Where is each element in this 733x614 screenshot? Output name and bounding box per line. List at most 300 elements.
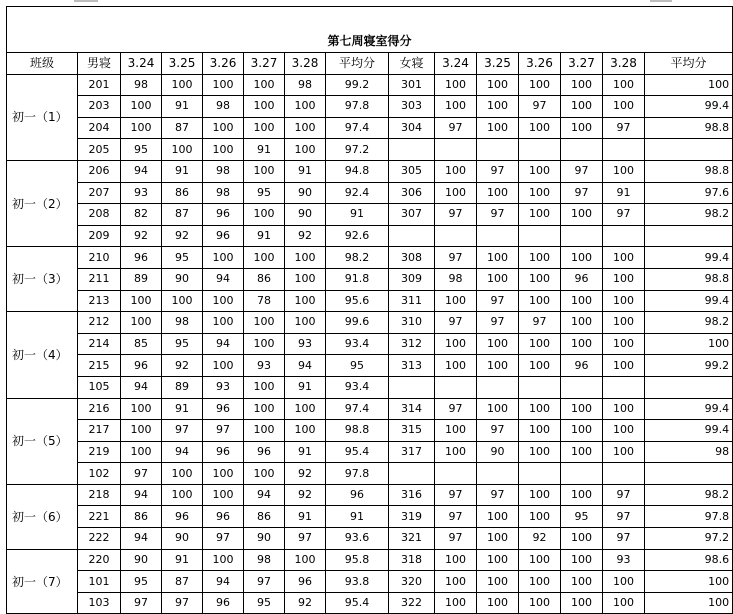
female-daily-score: [519, 225, 561, 247]
female-daily-score: 90: [477, 441, 519, 463]
female-daily-score: 100: [519, 160, 561, 182]
male-daily-score: 85: [121, 333, 162, 355]
female-dorm-number: [389, 225, 435, 247]
class-name-cell: 初一（7）: [7, 549, 78, 614]
female-daily-score: 100: [561, 74, 603, 96]
female-daily-score: [603, 139, 645, 161]
female-daily-score: 97: [519, 96, 561, 118]
male-dorm-number: 221: [78, 506, 121, 528]
female-daily-score: 100: [477, 74, 519, 96]
male-daily-score: 94: [244, 484, 285, 506]
female-daily-score: 100: [435, 571, 477, 593]
male-daily-score: 98: [285, 74, 326, 96]
male-daily-score: 94: [162, 441, 203, 463]
male-daily-score: 96: [203, 592, 244, 614]
female-average-score: 97.2: [645, 528, 733, 550]
female-daily-score: 100: [603, 268, 645, 290]
male-daily-score: 94: [121, 376, 162, 398]
male-daily-score: 95: [162, 333, 203, 355]
female-average-score: 97.8: [645, 506, 733, 528]
female-daily-score: 100: [519, 398, 561, 420]
male-daily-score: 96: [244, 441, 285, 463]
female-average-score: 99.4: [645, 290, 733, 312]
male-dorm-number: 208: [78, 204, 121, 226]
male-date-header: 3.25: [162, 53, 203, 75]
female-daily-score: [435, 376, 477, 398]
male-daily-score: 100: [121, 96, 162, 118]
female-daily-score: [435, 463, 477, 485]
female-dorm-number: 318: [389, 549, 435, 571]
female-daily-score: 100: [435, 420, 477, 442]
male-daily-score: 100: [203, 117, 244, 139]
male-daily-score: 92: [162, 355, 203, 377]
female-average-score: 98.2: [645, 312, 733, 334]
male-daily-score: 100: [203, 74, 244, 96]
male-daily-score: 100: [203, 549, 244, 571]
male-dorm-number: 203: [78, 96, 121, 118]
male-daily-score: 91: [162, 549, 203, 571]
table-row: [7, 96, 733, 118]
male-dorm-number: 213: [78, 290, 121, 312]
table-row: [7, 268, 733, 290]
male-daily-score: 97: [162, 420, 203, 442]
female-daily-score: [477, 376, 519, 398]
female-average-score: [645, 376, 733, 398]
male-daily-score: 92: [285, 463, 326, 485]
male-daily-score: 90: [285, 182, 326, 204]
class-header: 班级: [7, 53, 78, 75]
male-daily-score: 86: [244, 506, 285, 528]
male-daily-score: 96: [203, 398, 244, 420]
male-daily-score: 98: [203, 182, 244, 204]
female-daily-score: 100: [603, 441, 645, 463]
male-daily-score: 95: [121, 139, 162, 161]
female-dorm-header: 女寝: [389, 53, 435, 75]
female-daily-score: 100: [477, 96, 519, 118]
female-daily-score: 100: [435, 74, 477, 96]
male-daily-score: 100: [285, 398, 326, 420]
male-daily-score: 100: [203, 312, 244, 334]
male-daily-score: 95: [121, 571, 162, 593]
male-daily-score: 100: [285, 139, 326, 161]
male-dorm-number: 216: [78, 398, 121, 420]
female-daily-score: 100: [603, 420, 645, 442]
male-daily-score: 97: [121, 592, 162, 614]
female-daily-score: 97: [435, 506, 477, 528]
female-daily-score: 100: [519, 333, 561, 355]
table-row: [7, 592, 733, 614]
male-dorm-header: 男寝: [78, 53, 121, 75]
male-daily-score: 93: [121, 182, 162, 204]
male-average-score: 95: [326, 355, 389, 377]
male-daily-score: 94: [121, 160, 162, 182]
female-daily-score: 91: [603, 182, 645, 204]
table-row: [7, 420, 733, 442]
male-daily-score: 94: [203, 571, 244, 593]
male-daily-score: 95: [162, 247, 203, 269]
female-average-header: 平均分: [645, 53, 733, 75]
male-daily-score: 89: [121, 268, 162, 290]
table-body: [7, 74, 733, 614]
female-average-score: 98.8: [645, 117, 733, 139]
male-dorm-number: 105: [78, 376, 121, 398]
table-row: [7, 506, 733, 528]
female-daily-score: 100: [519, 549, 561, 571]
male-daily-score: 100: [121, 312, 162, 334]
female-average-score: 98.6: [645, 549, 733, 571]
female-daily-score: 100: [477, 549, 519, 571]
female-dorm-number: 301: [389, 74, 435, 96]
class-name-cell: 初一（4）: [7, 312, 78, 398]
male-daily-score: 100: [203, 139, 244, 161]
female-average-score: 98.8: [645, 268, 733, 290]
male-dorm-number: 212: [78, 312, 121, 334]
female-daily-score: 100: [561, 204, 603, 226]
male-daily-score: 100: [121, 117, 162, 139]
table-row: [7, 204, 733, 226]
male-daily-score: 86: [162, 182, 203, 204]
female-daily-score: 100: [561, 247, 603, 269]
male-daily-score: 100: [244, 420, 285, 442]
female-daily-score: 100: [435, 355, 477, 377]
table-row: [7, 528, 733, 550]
male-daily-score: 90: [285, 204, 326, 226]
male-dorm-number: 201: [78, 74, 121, 96]
female-average-score: 99.2: [645, 355, 733, 377]
male-average-score: 98.2: [326, 247, 389, 269]
male-daily-score: 100: [203, 247, 244, 269]
male-daily-score: 100: [244, 204, 285, 226]
female-daily-score: [435, 139, 477, 161]
female-date-header: 3.25: [477, 53, 519, 75]
male-average-score: 97.4: [326, 117, 389, 139]
female-daily-score: 100: [519, 268, 561, 290]
male-average-score: 97.8: [326, 463, 389, 485]
male-daily-score: 100: [285, 549, 326, 571]
male-daily-score: 86: [244, 268, 285, 290]
female-daily-score: 100: [519, 204, 561, 226]
female-daily-score: 100: [603, 96, 645, 118]
female-daily-score: 100: [561, 549, 603, 571]
female-daily-score: 97: [603, 506, 645, 528]
female-daily-score: 100: [561, 441, 603, 463]
male-average-score: 95.6: [326, 290, 389, 312]
male-dorm-number: 209: [78, 225, 121, 247]
female-daily-score: 97: [561, 182, 603, 204]
male-daily-score: 94: [203, 333, 244, 355]
male-daily-score: 100: [244, 74, 285, 96]
female-dorm-number: 304: [389, 117, 435, 139]
female-dorm-number: 315: [389, 420, 435, 442]
female-daily-score: 100: [519, 506, 561, 528]
female-daily-score: 100: [519, 441, 561, 463]
male-daily-score: 92: [285, 225, 326, 247]
female-daily-score: 100: [519, 290, 561, 312]
female-daily-score: 100: [477, 117, 519, 139]
female-daily-score: 97: [477, 160, 519, 182]
male-daily-score: 100: [285, 420, 326, 442]
male-daily-score: 98: [203, 160, 244, 182]
female-daily-score: 100: [603, 592, 645, 614]
male-average-score: 93.4: [326, 333, 389, 355]
female-daily-score: 100: [477, 247, 519, 269]
male-daily-score: 95: [244, 182, 285, 204]
female-average-score: 100: [645, 333, 733, 355]
female-daily-score: 100: [435, 182, 477, 204]
male-average-score: 91: [326, 506, 389, 528]
female-daily-score: 97: [519, 312, 561, 334]
female-dorm-number: 308: [389, 247, 435, 269]
female-daily-score: [603, 463, 645, 485]
female-daily-score: 100: [603, 290, 645, 312]
female-daily-score: 100: [435, 441, 477, 463]
top-edge-mark: [74, 0, 98, 2]
male-daily-score: 91: [285, 506, 326, 528]
female-average-score: [645, 225, 733, 247]
male-daily-score: 98: [244, 549, 285, 571]
dorm-score-table: [6, 6, 733, 614]
male-dorm-number: 102: [78, 463, 121, 485]
female-dorm-number: 303: [389, 96, 435, 118]
female-daily-score: 97: [435, 204, 477, 226]
female-date-header: 3.27: [561, 53, 603, 75]
female-dorm-number: 311: [389, 290, 435, 312]
male-daily-score: 97: [244, 571, 285, 593]
female-average-score: 98.2: [645, 204, 733, 226]
male-daily-score: 91: [162, 96, 203, 118]
female-daily-score: 100: [519, 592, 561, 614]
male-daily-score: 90: [121, 549, 162, 571]
female-daily-score: 100: [603, 160, 645, 182]
male-average-score: 96: [326, 484, 389, 506]
female-daily-score: 100: [435, 592, 477, 614]
female-daily-score: 100: [519, 74, 561, 96]
male-date-header: 3.27: [244, 53, 285, 75]
male-dorm-number: 217: [78, 420, 121, 442]
male-daily-score: 100: [285, 312, 326, 334]
female-daily-score: 96: [561, 268, 603, 290]
female-daily-score: [603, 225, 645, 247]
male-date-header: 3.28: [285, 53, 326, 75]
male-daily-score: 100: [244, 312, 285, 334]
table-row: [7, 225, 733, 247]
female-daily-score: 97: [603, 528, 645, 550]
male-daily-score: 97: [203, 420, 244, 442]
male-daily-score: 100: [244, 160, 285, 182]
female-dorm-number: 309: [389, 268, 435, 290]
female-daily-score: 100: [603, 312, 645, 334]
male-daily-score: 100: [203, 463, 244, 485]
male-daily-score: 93: [203, 376, 244, 398]
male-daily-score: 87: [162, 204, 203, 226]
male-daily-score: 91: [244, 139, 285, 161]
table-row: [7, 333, 733, 355]
female-average-score: 99.4: [645, 96, 733, 118]
female-daily-score: 100: [435, 290, 477, 312]
female-daily-score: 97: [603, 204, 645, 226]
male-dorm-number: 218: [78, 484, 121, 506]
female-daily-score: 96: [561, 355, 603, 377]
male-daily-score: 91: [285, 376, 326, 398]
male-daily-score: 91: [162, 160, 203, 182]
female-dorm-number: 305: [389, 160, 435, 182]
female-dorm-number: 312: [389, 333, 435, 355]
female-daily-score: 97: [477, 290, 519, 312]
male-daily-score: 100: [121, 420, 162, 442]
table-row: [7, 160, 733, 182]
female-daily-score: [561, 463, 603, 485]
female-daily-score: 100: [561, 96, 603, 118]
table-row: [7, 117, 733, 139]
female-daily-score: 100: [561, 333, 603, 355]
male-dorm-number: 219: [78, 441, 121, 463]
male-average-score: 93.8: [326, 571, 389, 593]
male-date-header: 3.26: [203, 53, 244, 75]
table-row: [7, 463, 733, 485]
female-daily-score: 97: [435, 528, 477, 550]
male-average-score: 97.4: [326, 398, 389, 420]
male-average-score: 92.6: [326, 225, 389, 247]
table-row: [7, 376, 733, 398]
female-daily-score: 100: [477, 506, 519, 528]
male-daily-score: 96: [121, 355, 162, 377]
male-daily-score: 100: [162, 484, 203, 506]
table-row: [7, 571, 733, 593]
female-daily-score: [477, 225, 519, 247]
female-average-score: 97.6: [645, 182, 733, 204]
male-average-score: 93.6: [326, 528, 389, 550]
male-daily-score: 96: [203, 506, 244, 528]
male-daily-score: 100: [203, 484, 244, 506]
male-daily-score: 100: [162, 74, 203, 96]
female-daily-score: 100: [561, 290, 603, 312]
female-daily-score: [561, 139, 603, 161]
female-daily-score: 100: [477, 355, 519, 377]
male-daily-score: 96: [203, 225, 244, 247]
table-row: [7, 74, 733, 96]
female-daily-score: 100: [477, 333, 519, 355]
male-daily-score: 91: [244, 225, 285, 247]
female-daily-score: 97: [435, 398, 477, 420]
table-row: [7, 290, 733, 312]
table-row: [7, 398, 733, 420]
female-daily-score: [603, 376, 645, 398]
male-daily-score: 90: [244, 528, 285, 550]
male-daily-score: 78: [244, 290, 285, 312]
female-daily-score: 95: [561, 506, 603, 528]
male-daily-score: 96: [203, 441, 244, 463]
male-daily-score: 96: [285, 571, 326, 593]
male-daily-score: 100: [285, 117, 326, 139]
male-daily-score: 92: [285, 592, 326, 614]
male-daily-score: 93: [244, 355, 285, 377]
female-daily-score: 97: [435, 117, 477, 139]
female-average-score: [645, 463, 733, 485]
male-daily-score: 92: [285, 484, 326, 506]
table-row: [7, 182, 733, 204]
female-dorm-number: 307: [389, 204, 435, 226]
female-daily-score: [561, 376, 603, 398]
table-row: [7, 484, 733, 506]
male-daily-score: 82: [121, 204, 162, 226]
female-average-score: 100: [645, 592, 733, 614]
male-daily-score: 100: [162, 139, 203, 161]
male-average-score: 97.2: [326, 139, 389, 161]
female-daily-score: 100: [561, 398, 603, 420]
table-row: [7, 549, 733, 571]
header-row: [7, 53, 733, 75]
female-average-score: 100: [645, 571, 733, 593]
female-daily-score: 93: [603, 549, 645, 571]
male-average-score: 99.6: [326, 312, 389, 334]
male-daily-score: 97: [285, 528, 326, 550]
male-dorm-number: 214: [78, 333, 121, 355]
male-daily-score: 90: [162, 268, 203, 290]
female-daily-score: 100: [603, 74, 645, 96]
female-daily-score: 100: [519, 182, 561, 204]
male-daily-score: 100: [162, 463, 203, 485]
female-dorm-number: [389, 463, 435, 485]
female-average-score: 100: [645, 74, 733, 96]
class-name-cell: 初一（3）: [7, 247, 78, 312]
male-dorm-number: 101: [78, 571, 121, 593]
female-daily-score: 97: [477, 484, 519, 506]
female-date-header: 3.28: [603, 53, 645, 75]
female-daily-score: 100: [603, 355, 645, 377]
male-daily-score: 96: [162, 506, 203, 528]
female-average-score: 99.4: [645, 420, 733, 442]
male-daily-score: 100: [121, 441, 162, 463]
male-average-score: 91: [326, 204, 389, 226]
female-dorm-number: [389, 139, 435, 161]
female-average-score: 98: [645, 441, 733, 463]
male-dorm-number: 206: [78, 160, 121, 182]
male-daily-score: 100: [285, 290, 326, 312]
female-dorm-number: 314: [389, 398, 435, 420]
female-daily-score: [519, 139, 561, 161]
top-edge-mark: [650, 0, 672, 2]
female-daily-score: [519, 463, 561, 485]
female-daily-score: 100: [519, 571, 561, 593]
male-daily-score: 100: [244, 96, 285, 118]
female-daily-score: 100: [435, 160, 477, 182]
female-dorm-number: 310: [389, 312, 435, 334]
class-name-cell: 初一（6）: [7, 484, 78, 549]
male-daily-score: 100: [162, 290, 203, 312]
female-daily-score: 100: [603, 398, 645, 420]
female-daily-score: 100: [561, 528, 603, 550]
male-daily-score: 92: [121, 225, 162, 247]
female-daily-score: 100: [561, 592, 603, 614]
female-dorm-number: 319: [389, 506, 435, 528]
male-dorm-number: 207: [78, 182, 121, 204]
male-average-score: 95.4: [326, 441, 389, 463]
male-average-score: 93.4: [326, 376, 389, 398]
male-daily-score: 87: [162, 117, 203, 139]
male-daily-score: 98: [203, 96, 244, 118]
male-average-header: 平均分: [326, 53, 389, 75]
female-daily-score: 100: [519, 420, 561, 442]
female-daily-score: 97: [435, 484, 477, 506]
female-dorm-number: 322: [389, 592, 435, 614]
female-daily-score: 100: [519, 484, 561, 506]
female-daily-score: 97: [477, 420, 519, 442]
female-dorm-number: 313: [389, 355, 435, 377]
female-dorm-number: 306: [389, 182, 435, 204]
male-dorm-number: 222: [78, 528, 121, 550]
female-daily-score: 100: [561, 117, 603, 139]
male-daily-score: 100: [244, 398, 285, 420]
